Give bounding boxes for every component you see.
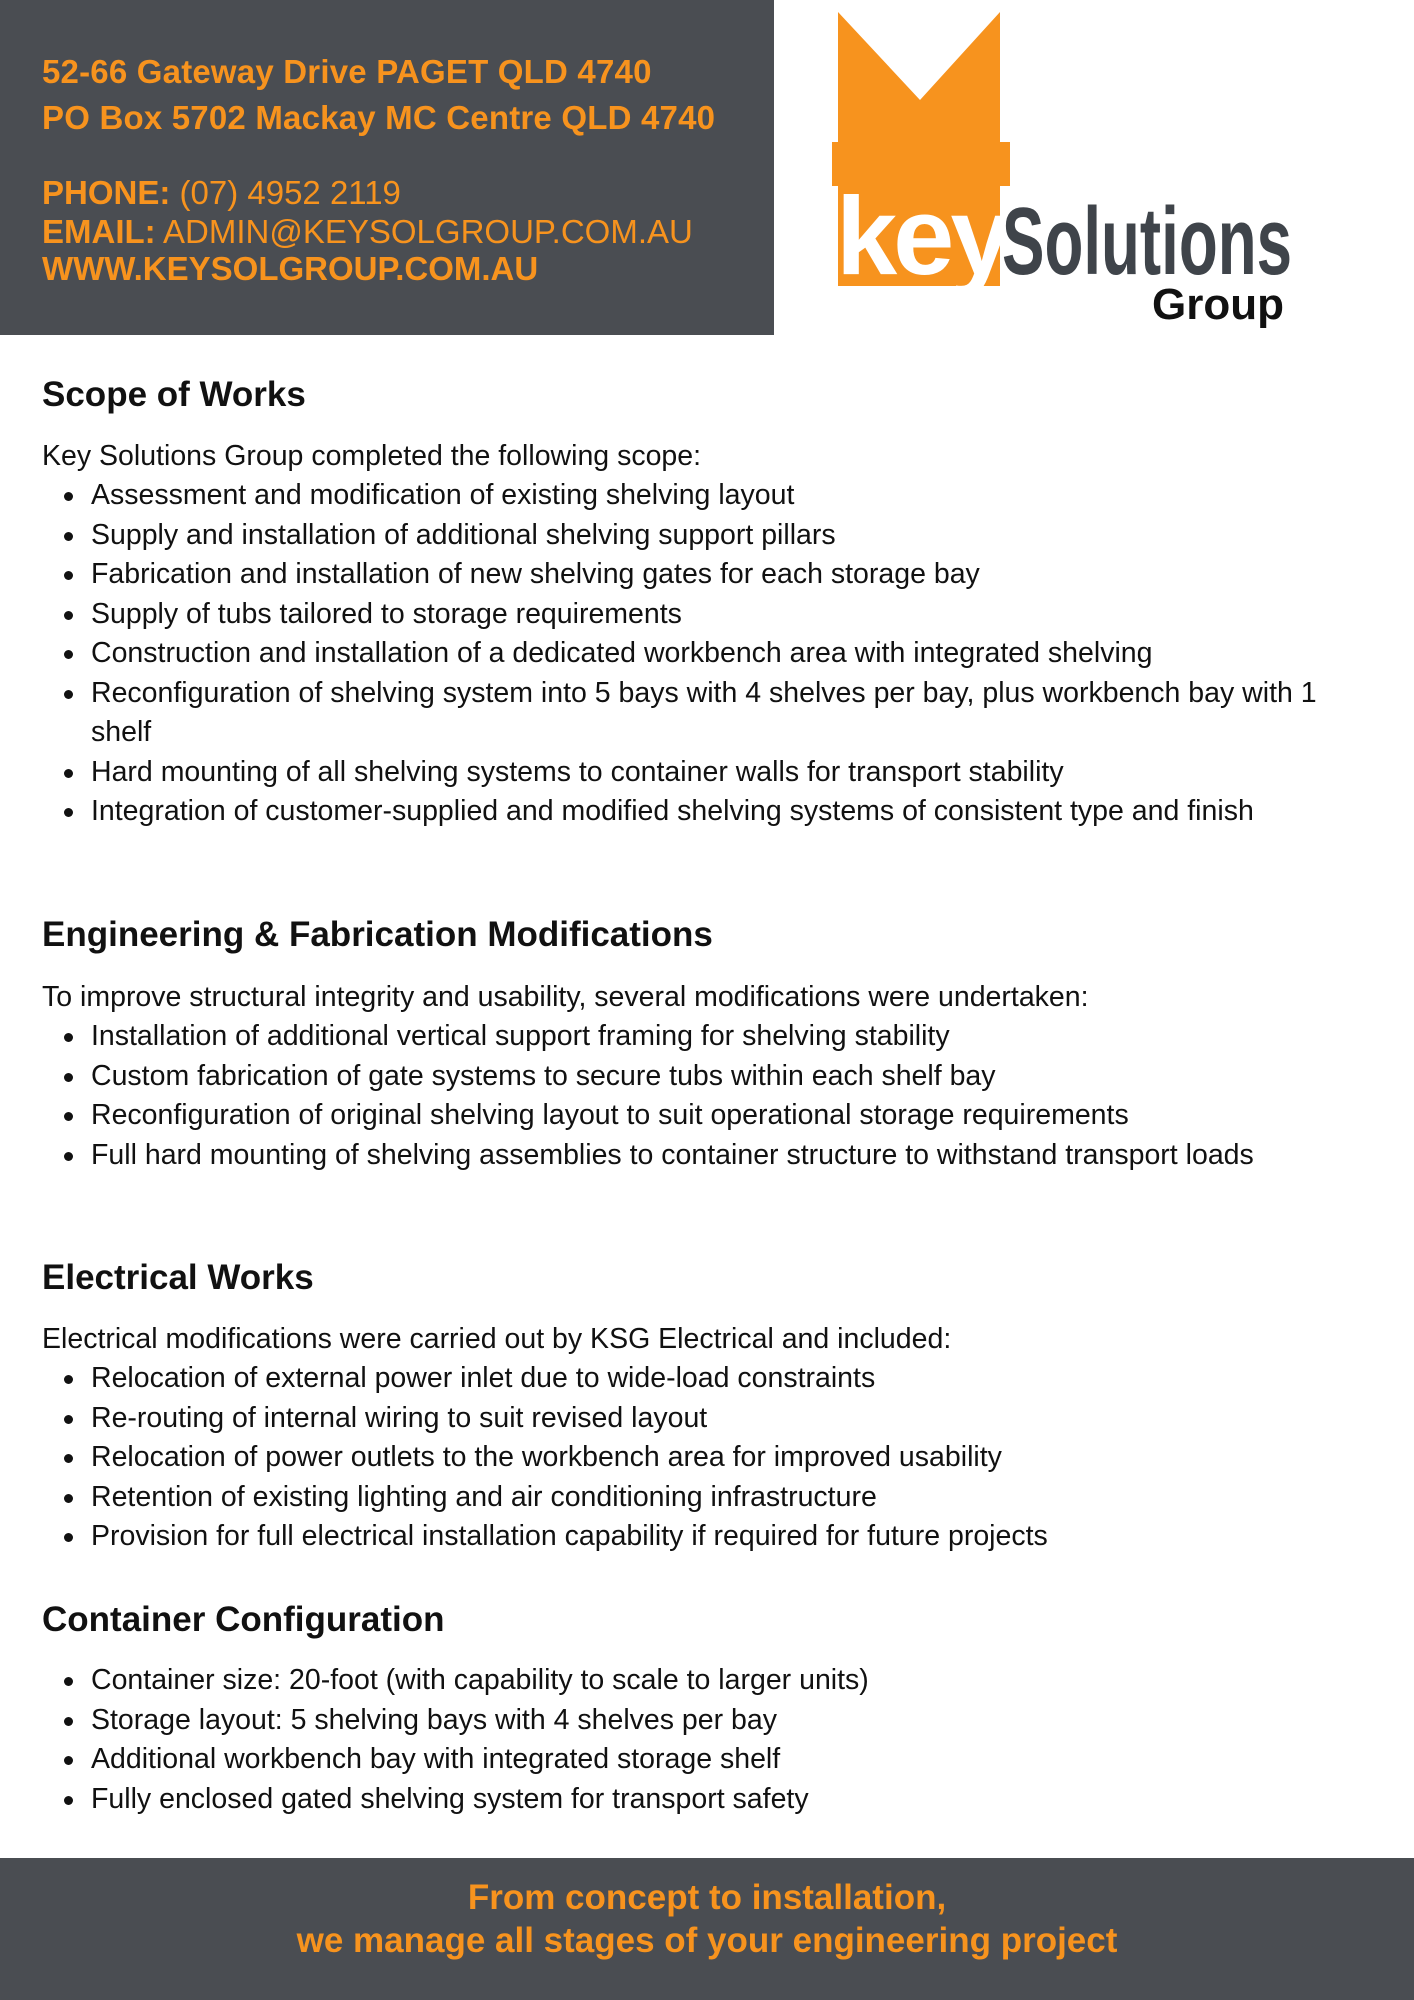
footer-tagline-line2: we manage all stages of your engineering project bbox=[296, 1921, 1118, 1960]
website-link[interactable]: WWW.KEYSOLGROUP.COM.AU bbox=[42, 250, 539, 287]
phone-label: PHONE: bbox=[42, 174, 171, 211]
section-title-scope: Scope of Works bbox=[42, 375, 306, 414]
list-item: Provision for full electrical installation capability if required for future projects bbox=[42, 1517, 1352, 1557]
list-item: Installation of additional vertical support framing for shelving stability bbox=[42, 1017, 1352, 1057]
list-item: Storage layout: 5 shelving bays with 4 shelves per bay bbox=[42, 1701, 1352, 1741]
logo-word-group: Group bbox=[1152, 280, 1284, 329]
section-title-electrical: Electrical Works bbox=[42, 1258, 314, 1297]
section-intro-engineering: To improve structural integrity and usability, several modifications were undertaken: bbox=[42, 981, 1089, 1013]
company-logo bbox=[832, 12, 1332, 332]
phone-value: (07) 4952 2119 bbox=[179, 174, 401, 211]
footer-banner bbox=[0, 1858, 1414, 2000]
list-item: Re-routing of internal wiring to suit revised layout bbox=[42, 1399, 1352, 1439]
list-item: Assessment and modification of existing shelving layout bbox=[42, 476, 1352, 516]
list-item: Retention of existing lighting and air conditioning infrastructure bbox=[42, 1478, 1352, 1518]
section-intro-scope: Key Solutions Group completed the following scope: bbox=[42, 440, 702, 472]
list-item: Hard mounting of all shelving systems to container walls for transport stability bbox=[42, 753, 1352, 793]
list-item: Reconfiguration of shelving system into 5 bays with 4 shelves per bay, plus workbench bay with 1 shelf bbox=[42, 674, 1352, 753]
email-label: EMAIL: bbox=[42, 213, 156, 250]
list-item: Integration of customer-supplied and modified shelving systems of consistent type and finish bbox=[42, 792, 1352, 832]
section-intro-electrical: Electrical modifications were carried out by KSG Electrical and included: bbox=[42, 1323, 952, 1355]
list-item: Supply and installation of additional shelving support pillars bbox=[42, 516, 1352, 556]
logo-word-key: key bbox=[836, 175, 1008, 298]
list-item: Construction and installation of a dedicated workbench area with integrated shelving bbox=[42, 634, 1352, 674]
section-title-container: Container Configuration bbox=[42, 1600, 445, 1639]
email-line bbox=[42, 213, 693, 251]
list-item: Custom fabrication of gate systems to secure tubs within each shelf bay bbox=[42, 1057, 1352, 1097]
list-item: Additional workbench bay with integrated storage shelf bbox=[42, 1740, 1352, 1780]
list-item: Relocation of external power inlet due to wide-load constraints bbox=[42, 1359, 1352, 1399]
footer-tagline-line1: From concept to installation, bbox=[467, 1878, 947, 1917]
address-line-po-box: PO Box 5702 Mackay MC Centre QLD 4740 bbox=[42, 99, 716, 136]
list-item: Container size: 20-foot (with capability to scale to larger units) bbox=[42, 1661, 1352, 1701]
logo-word-solutions: Solutions bbox=[1002, 188, 1292, 295]
address-line-street: 52-66 Gateway Drive PAGET QLD 4740 bbox=[42, 53, 652, 90]
engineering-list bbox=[42, 1017, 1352, 1175]
logo-graphic bbox=[832, 12, 1332, 332]
container-list bbox=[42, 1661, 1352, 1819]
list-item: Fully enclosed gated shelving system for transport safety bbox=[42, 1780, 1352, 1820]
email-value: ADMIN@KEYSOLGROUP.COM.AU bbox=[163, 213, 693, 250]
website-line bbox=[42, 250, 538, 288]
electrical-list bbox=[42, 1359, 1352, 1557]
list-item: Reconfiguration of original shelving layout to suit operational storage requirements bbox=[42, 1096, 1352, 1136]
list-item: Full hard mounting of shelving assemblies to container structure to withstand transport loads bbox=[42, 1136, 1352, 1176]
list-item: Supply of tubs tailored to storage requirements bbox=[42, 595, 1352, 635]
section-title-engineering: Engineering & Fabrication Modifications bbox=[42, 915, 713, 954]
list-item: Relocation of power outlets to the workbench area for improved usability bbox=[42, 1438, 1352, 1478]
list-item: Fabrication and installation of new shelving gates for each storage bay bbox=[42, 555, 1352, 595]
contact-header-panel bbox=[0, 0, 774, 335]
phone-line bbox=[42, 174, 401, 212]
logo-crown-shape bbox=[838, 12, 1000, 142]
scope-list bbox=[42, 476, 1352, 832]
